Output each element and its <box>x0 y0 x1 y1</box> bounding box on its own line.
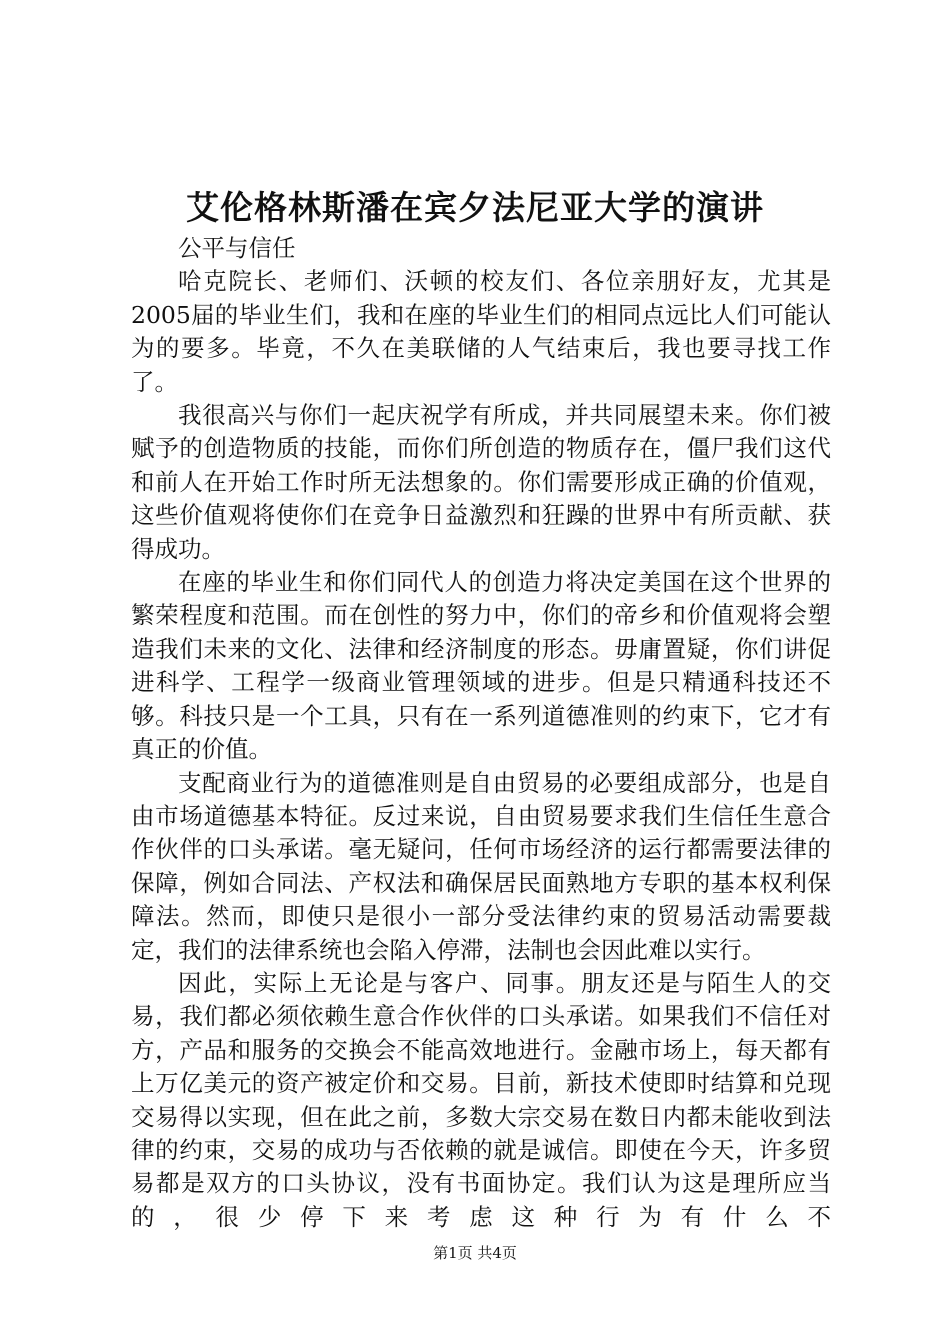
document-subtitle: 公平与信任 <box>178 234 296 262</box>
paragraph: 在座的毕业生和你们同代人的创造力将决定美国在这个世界的繁荣程度和范围。而在创性的努力中，你们的帝乡和价值观将会塑造我们未来的文化、法律和经济制度的形态。毋庸置疑，你们讲促进科学、工程学一级商业管理领域的进步。但是只精通科技还不够。科技只是一个工具，只有在一系列道德准则的约束下，它才有真正的价值。 <box>131 568 831 764</box>
document-title: 艾伦格林斯潘在宾夕法尼亚大学的演讲 <box>186 188 764 227</box>
paragraph: 因此，实际上无论是与客户、同事。朋友还是与陌生人的交易，我们都必须依赖生意合作伙伴的口头承诺。如果我们不信任对方，产品和服务的交换会不能高效地进行。金融市场上，每天都有上万亿美元的资产被定价和交易。目前，新技术使即时结算和兑现交易得以实现，但在此之前，多数大宗交易在数日内都未能收到法律的约束，交易的成功与否依赖的就是诚信。即使在今天，许多贸易都是双方的口头协议，没有书面协定。我们认为这是理所应当的，很少停下来考虑这种行为有什么不 <box>131 968 831 1231</box>
paragraph: 支配商业行为的道德准则是自由贸易的必要组成部分，也是自由市场道德基本特征。反过来说，自由贸易要求我们生信任生意合作伙伴的口头承诺。毫无疑问，任何市场经济的运行都需要法律的保障，例如合同法、产权法和确保居民面熟地方专职的基本权利保障法。然而，即使只是很小一部分受法律约束的贸易活动需要裁定，我们的法律系统也会陷入停滞，法制也会因此难以实行。 <box>131 768 831 964</box>
document-body <box>131 232 831 1234</box>
paragraph: 我很高兴与你们一起庆祝学有所成，并共同展望未来。你们被赋予的创造物质的技能，而你们所创造的物质存在，僵尸我们这代和前人在开始工作时所无法想象的。你们需要形成正确的价值观，这些价值观将使你们在竞争日益激烈和狂躁的世界中有所贡献、获得成功。 <box>131 401 831 563</box>
paragraph: 哈克院长、老师们、沃顿的校友们、各位亲朋好友，尤其是2005届的毕业生们，我和在座的毕业生们的相同点远比人们可能认为的要多。毕竟，不久在美联储的人气结束后，我也要寻找工作了。 <box>131 267 831 396</box>
page-footer: 第1页 共4页 <box>433 1244 517 1262</box>
